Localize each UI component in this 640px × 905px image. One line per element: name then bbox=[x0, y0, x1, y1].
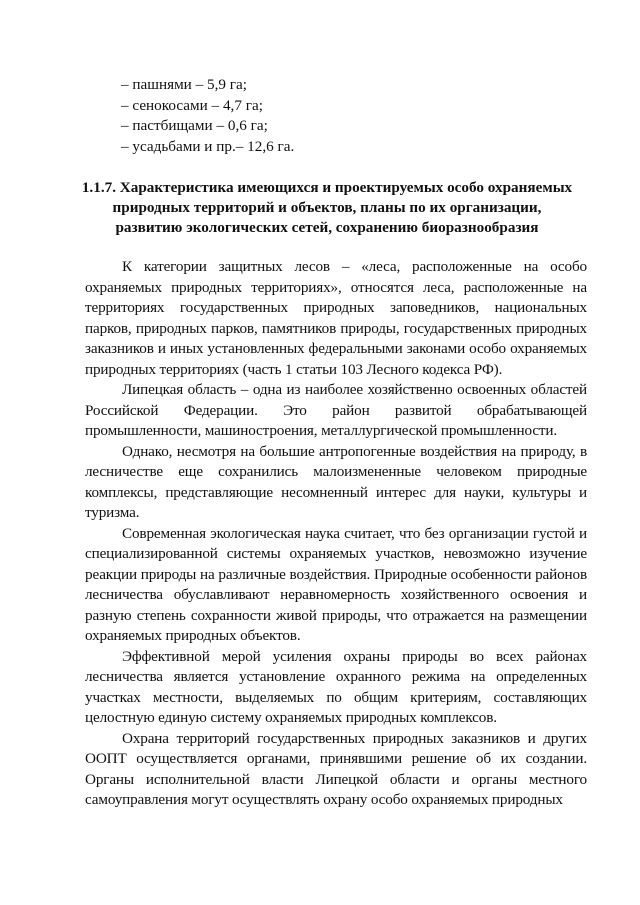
list-item: – усадьбами и пр.– 12,6 га. bbox=[121, 137, 295, 155]
paragraph: Современная экологическая наука считает, что без организации густой и специализированной системы охраняемых участков, невозможно изучение реакции природы на различные воздействия. Природные особенности районов лесничества обуславливают неравномерность хозяйственного освоения и разную степень сохранности живой природы, что отражается на размещении охраняемых природных объектов. bbox=[85, 524, 587, 644]
list-item: – сенокосами – 4,7 га; bbox=[121, 96, 263, 114]
paragraph: К категории защитных лесов – «леса, расположенные на особо охраняемых природных территориях», относятся леса, расположенные на территориях государственных природных заповедников, национальных парков, природных парков, памятников природы, государственных природных заказников и иных установленных федеральными законами особо охраняемых природных территориях (часть 1 статьи 103 Лесного кодекса РФ). bbox=[85, 258, 587, 378]
body-text bbox=[85, 257, 587, 811]
list-item: – пашнями – 5,9 га; bbox=[121, 76, 247, 93]
paragraph: Эффективной мерой усиления охраны природы во всех районах лесничества является установление охранного режима на определенных участках местности, выделяемых по общим критериям, составляющих целостную единую систему охраняемых природных комплексов. bbox=[85, 647, 587, 726]
paragraph: Однако, несмотря на большие антропогенные воздействия на природу, в лесничестве еще сохранились малоизмененные человеком природные комплексы, представляющие несомненный интерес для науки, культуры и туризма. bbox=[85, 442, 587, 521]
land-use-list bbox=[121, 75, 541, 157]
section-heading: 1.1.7. Характеристика имеющихся и проектируемых особо охраняемых природных территорий и объектов, планы по их организации, развитию экологических сетей, сохранению биоразнообразия bbox=[81, 179, 573, 237]
paragraph: Охрана территорий государственных природных заказников и других ООПТ осуществляется органами, принявшими решение об их создании. Органы исполнительной власти Липецкой области и органы местного самоуправления могут осуществлять охрану особо охраняемых природных bbox=[85, 729, 587, 808]
paragraph: Липецкая область – одна из наиболее хозяйственно освоенных областей Российской Федерации. Это район развитой обрабатывающей промышленности, машиностроения, металлургической промышленности. bbox=[85, 381, 587, 439]
list-item: – пастбищами – 0,6 га; bbox=[121, 117, 268, 134]
